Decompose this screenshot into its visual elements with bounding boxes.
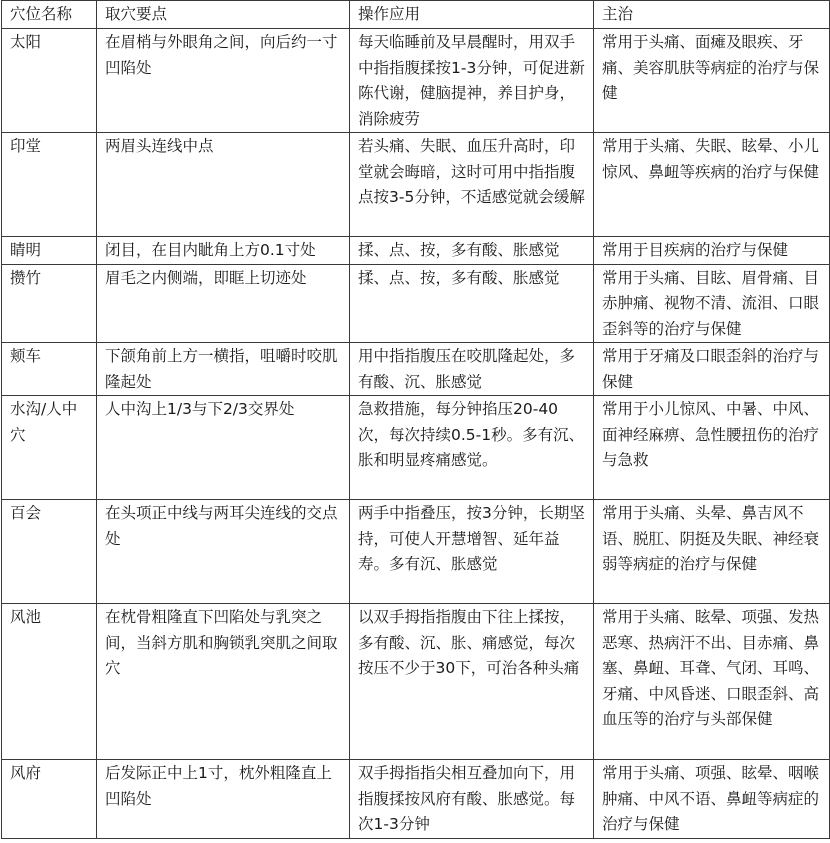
table-row: [2, 29, 830, 133]
acupoint-name: 攒竹: [2, 264, 97, 343]
table-row: [2, 604, 830, 760]
acupoint-operation: 每天临睡前及早晨醒时，用双手中指指腹揉按1-3分钟，可促进新陈代谢，健脑提神，养目护身，消除疲劳: [350, 29, 594, 133]
acupoint-name: 风府: [2, 760, 97, 839]
acupoint-location: 下颌角前上方一横指，咀嚼时咬肌隆起处: [97, 343, 350, 396]
acupoint-indication: 常用于头痛、头晕、鼻吉风不语、脱肛、阴挺及失眠、神经衰弱等病症的治疗与保健: [594, 500, 830, 604]
header-location: 取穴要点: [97, 1, 350, 29]
header-operation: 操作应用: [350, 1, 594, 29]
acupoint-operation: 用中指指腹压在咬肌隆起处，多有酸、沉、胀感觉: [350, 343, 594, 396]
header-indication: 主治: [594, 1, 830, 29]
acupoint-operation: 揉、点、按，多有酸、胀感觉: [350, 237, 594, 265]
acupoint-name: 睛明: [2, 237, 97, 265]
table-row: [2, 396, 830, 500]
acupoint-name: 水沟/人中穴: [2, 396, 97, 500]
table-row: [2, 237, 830, 265]
acupoint-name: 风池: [2, 604, 97, 760]
acupoint-indication: 常用于小儿惊风、中暑、中风、面神经麻痹、急性腰扭伤的治疗与急救: [594, 396, 830, 500]
table-row: [2, 343, 830, 396]
acupoint-location: 在头项正中线与两耳尖连线的交点处: [97, 500, 350, 604]
acupoint-operation: 两手中指叠压，按3分钟，长期坚持，可使人开慧增智、延年益寿。多有沉、胀感觉: [350, 500, 594, 604]
acupoint-operation: 双手拇指指尖相互叠加向下，用指腹揉按风府有酸、胀感觉。每次1-3分钟: [350, 760, 594, 839]
acupoint-location: 后发际正中上1寸，枕外粗隆直上凹陷处: [97, 760, 350, 839]
acupoint-name: 印堂: [2, 133, 97, 237]
acupoint-location: 眉毛之内侧端，即眶上切迹处: [97, 264, 350, 343]
acupoint-operation: 若头痛、失眠、血压升高时，印堂就会晦暗，这时可用中指指腹点按3-5分钟，不适感觉就会缓解: [350, 133, 594, 237]
acupoint-location: 在枕骨粗隆直下凹陷处与乳突之间，当斜方肌和胸锁乳突肌之间取穴: [97, 604, 350, 760]
header-name: 穴位名称: [2, 1, 97, 29]
acupoint-operation: 揉、点、按，多有酸、胀感觉: [350, 264, 594, 343]
acupoint-operation: 以双手拇指指腹由下往上揉按，多有酸、沉、胀、痛感觉，每次按压不少于30下，可治各种头痛: [350, 604, 594, 760]
table-row: [2, 133, 830, 237]
acupoint-name: 颊车: [2, 343, 97, 396]
header-row: [2, 1, 830, 29]
acupoint-indication: 常用于牙痛及口眼歪斜的治疗与保健: [594, 343, 830, 396]
table-row: [2, 264, 830, 343]
acupoint-table: [1, 0, 830, 839]
acupoint-indication: 常用于头痛、项强、眩晕、咽喉肿痛、中风不语、鼻衄等病症的治疗与保健: [594, 760, 830, 839]
table-row: [2, 760, 830, 839]
acupoint-indication: 常用于头痛、面瘫及眼疾、牙痛、美容肌肤等病症的治疗与保健: [594, 29, 830, 133]
acupoint-name: 百会: [2, 500, 97, 604]
acupoint-name: 太阳: [2, 29, 97, 133]
acupoint-location: 闭目，在目内眦角上方0.1寸处: [97, 237, 350, 265]
acupoint-indication: 常用于目疾病的治疗与保健: [594, 237, 830, 265]
acupoint-location: 两眉头连线中点: [97, 133, 350, 237]
table-row: [2, 500, 830, 604]
acupoint-indication: 常用于头痛、失眠、眩晕、小儿惊风、鼻衄等疾病的治疗与保健: [594, 133, 830, 237]
acupoint-indication: 常用于头痛、眩晕、项强、发热恶寒、热病汗不出、目赤痛、鼻塞、鼻衄、耳聋、气闭、耳鸣、牙痛、中风昏迷、口眼歪斜、高血压等的治疗与头部保健: [594, 604, 830, 760]
acupoint-location: 人中沟上1/3与下2/3交界处: [97, 396, 350, 500]
acupoint-indication: 常用于头痛、目眩、眉骨痛、目赤肿痛、视物不清、流泪、口眼歪斜等的治疗与保健: [594, 264, 830, 343]
acupoint-operation: 急救措施，每分钟掐压20-40次，每次持续0.5-1秒。多有沉、胀和明显疼痛感觉。: [350, 396, 594, 500]
acupoint-location: 在眉梢与外眼角之间，向后约一寸凹陷处: [97, 29, 350, 133]
